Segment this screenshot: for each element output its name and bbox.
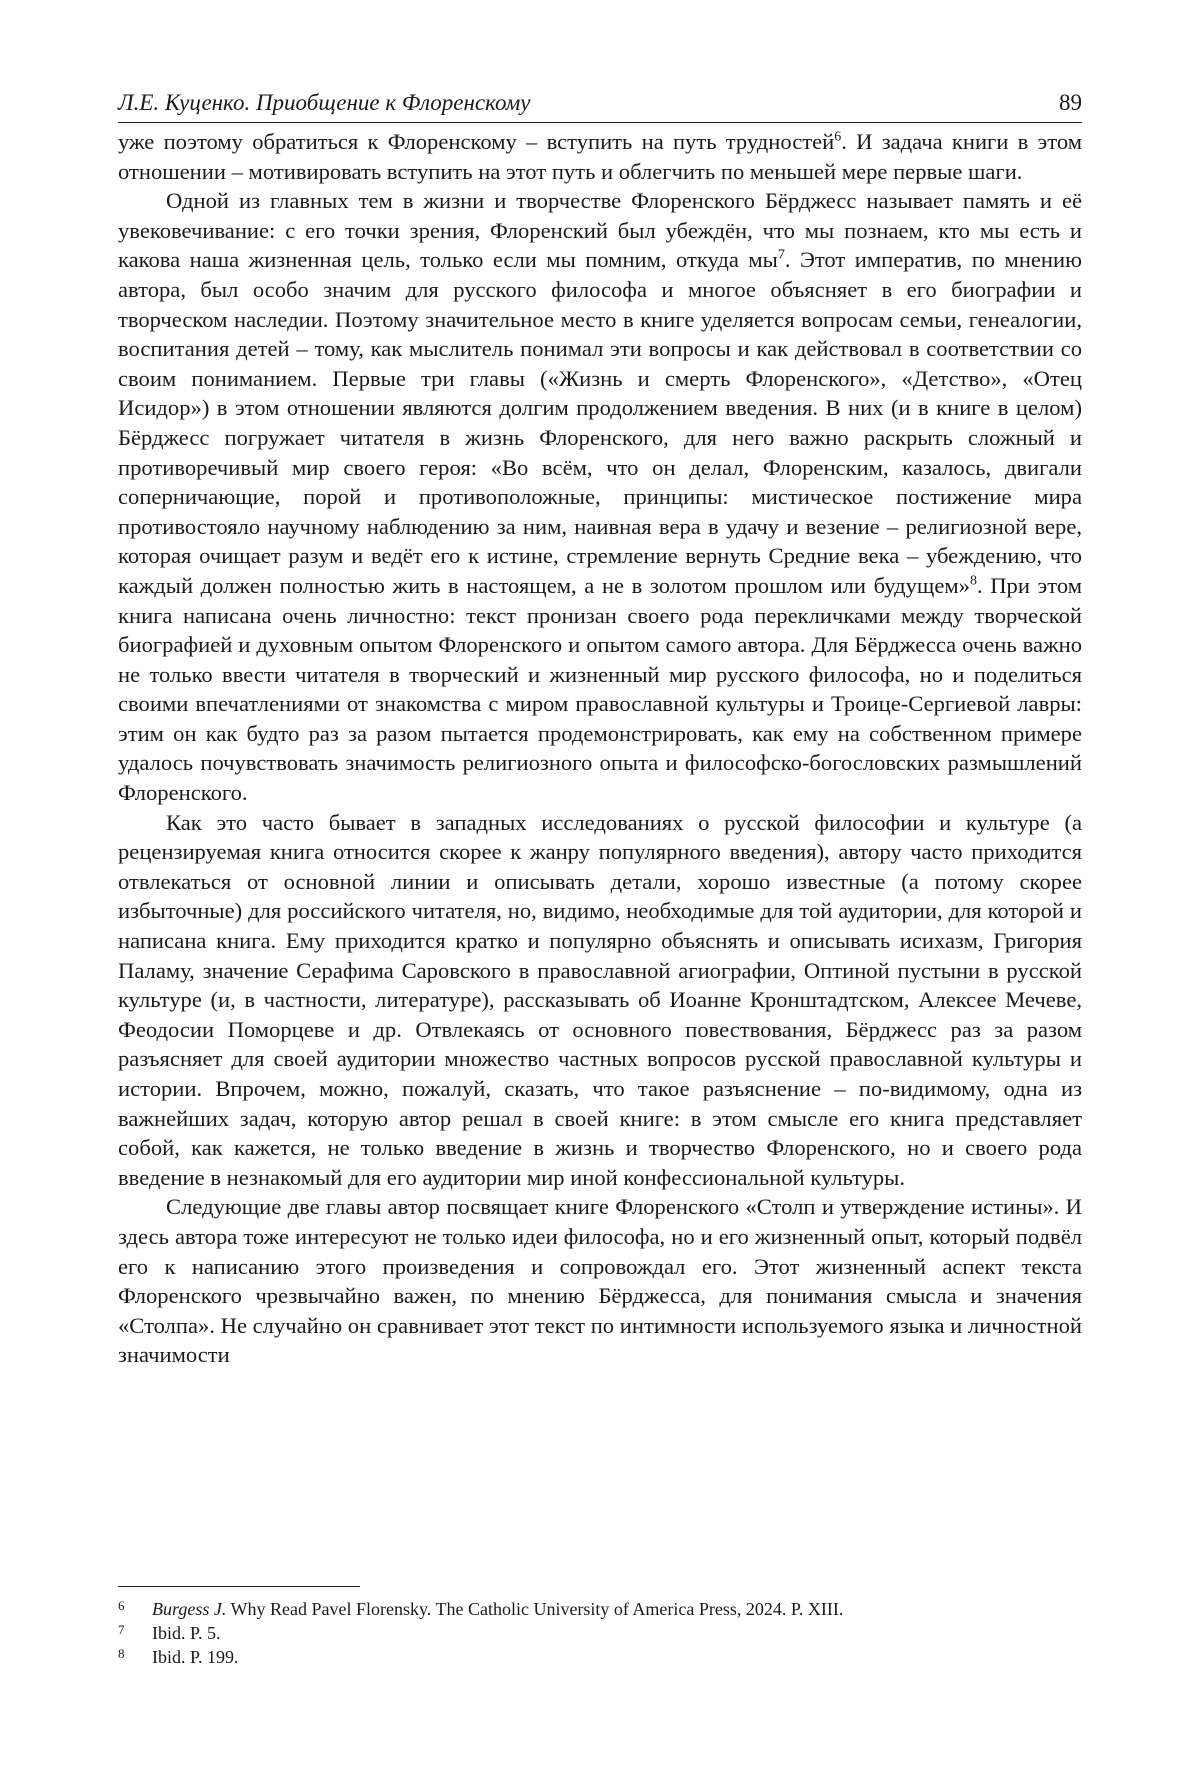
text-segment: уже поэтому обратиться к Флоренскому – вступить на путь трудностей	[118, 129, 835, 154]
footnote-text	[152, 1645, 239, 1669]
footnotes	[118, 1597, 1082, 1669]
body-text	[118, 127, 1082, 1370]
running-title: Л.Е. Куценко. Приобщение к Флоренскому	[118, 90, 531, 115]
footnote-ref: 6	[834, 129, 842, 145]
footnote-body: Ibid. P. 5.	[152, 1623, 221, 1643]
text-segment: . Этот императив, по мнению автора, был особо значим для русского философа и многое объясняет в его биографии и творческом наследии. Поэтому значительное место в книге уделяется вопросам семьи, генеалогии, воспитания детей – тому, как мыслитель понимал эти вопросы и как действовал в соответствии со своим пониманием. Первые три главы («Жизнь и смерть Флоренского», «Детство», «Отец Исидор») в этом отношении являются долгим продолжением введения. В них (и в книге в целом) Бёрджесс погружает читателя в жизнь Флоренского, для него важно раскрыть сложный и противоречивый мир своего героя: «Во всём, что он делал, Флоренским, казалось, двигали соперничающие, порой и противоположные, принципы: мистическое постижение мира противостояло научному наблюдению за ним, наивная вера в удачу и везение – религиозной вере, которая очищает разум и ведёт его к истине, стремление вернуть Средние века – убеждению, что каждый должен полностью жить в настоящем, а не в золотом прошлом или будущем»	[118, 247, 1082, 598]
footnote	[118, 1621, 1082, 1645]
text-segment: Как это часто бывает в западных исследованиях о русской философии и культуре (а рецензируемая книга относится скорее к жанру популярного введения), автору часто приходится отвлекаться от основной линии и описывать детали, хорошо известные (а потому скорее избыточные) для российского читателя, но, видимо, необходимые для той аудитории, для которой и написана книга. Ему приходится кратко и популярно объяснять и описывать исихазм, Григория Паламу, значение Серафима Саровского в православной агиографии, Оптиной пустыни в русской культуре (и, в частности, литературе), рассказывать об Иоанне Кронштадтском, Алексее Мечеве, Феодосии Поморцеве и др. Отвлекаясь от основного повествования, Бёрджесс раз за разом разъясняет для своей аудитории множество частных вопросов русской православной культуры и истории. Впрочем, можно, пожалуй, сказать, что такое разъяснение – по-видимому, одна из важнейших задач, которую автор решал в своей книге: в этом смысле его книга представляет собой, как кажется, не только введение в жизнь и творчество Флоренского, но и своего рода введение в незнакомый для его аудитории мир иной конфессиональной культуры.	[118, 809, 1082, 1190]
footnote	[118, 1645, 1082, 1669]
paragraph	[118, 186, 1082, 807]
footnote-number: 8	[118, 1646, 125, 1661]
footnote-body: Ibid. P. 199.	[152, 1647, 239, 1667]
text-segment: Следующие две главы автор посвящает книге Флоренского «Столп и утверждение истины». И здесь автора тоже интересуют не только идеи философа, но и его жизненный опыт, который подвёл его к написанию этого произведения и сопровождал его. Этот жизненный аспект текста Флоренского чрезвычайно важен, по мнению Бёрджесса, для понимания смысла и значения «Столпа». Не случайно он сравнивает этот текст по интимности используемого языка и личностной значимости	[118, 1194, 1082, 1368]
footnote-text	[152, 1597, 843, 1621]
footnote-ref: 8	[969, 573, 977, 589]
footnote-text	[152, 1621, 221, 1645]
footnote-ref: 7	[777, 247, 785, 263]
footnote-body: Why Read Pavel Florensky. The Catholic University of America Press, 2024. P. XIII.	[226, 1599, 844, 1619]
footnote	[118, 1597, 1082, 1621]
paragraph	[118, 1192, 1082, 1370]
footnote-number: 7	[118, 1622, 125, 1637]
text-segment: Одной из главных тем в жизни и творчестве Флоренского Бёрджесс называет память и её увековечивание: с его точки зрения, Флоренский был убеждён, что мы познаем, кто мы есть и какова наша жизненная цель, только если мы помним, откуда мы	[118, 188, 1082, 273]
text-segment: . При этом книга написана очень личностно: текст пронизан своего рода перекличками между творческой биографией и духовным опытом Флоренского и опытом самого автора. Для Бёрджесса очень важно не только ввести читателя в творческий и жизненный мир русского философа, но и поделиться своими впечатлениями от знакомства с миром православной культуры и Троице-Сергиевой лавры: этим он как будто раз за разом пытается продемонстрировать, как ему на собственном примере удалось почувствовать значимость религиозного опыта и философско-богословских размышлений Флоренского.	[118, 572, 1082, 806]
page-number: 89	[1059, 90, 1082, 115]
footnote-number: 6	[118, 1598, 125, 1613]
running-head	[118, 88, 1082, 123]
page	[118, 88, 1082, 1370]
footnote-divider	[118, 1586, 360, 1587]
paragraph	[118, 808, 1082, 1193]
paragraph	[118, 127, 1082, 186]
footnote-author: Burgess J.	[152, 1599, 227, 1619]
text-segment: . И задача книги в этом отношении – мотивировать вступить на этот путь и облегчить по меньшей мере первые шаги.	[118, 129, 1082, 184]
